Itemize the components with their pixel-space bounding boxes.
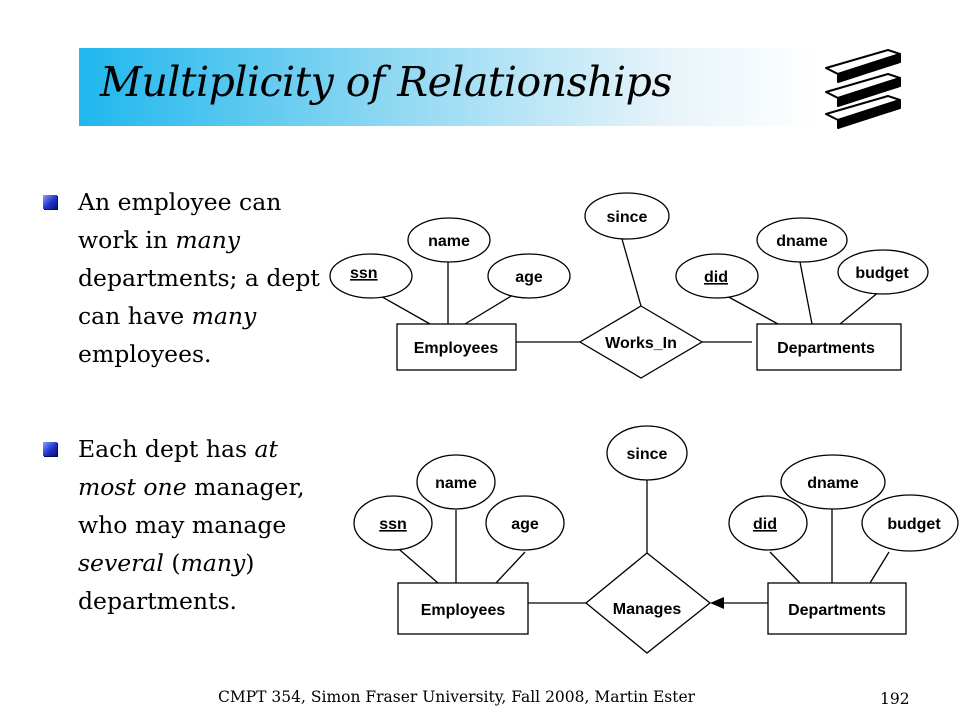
d1-departments-label: Departments xyxy=(777,340,875,357)
slide-title: Multiplicity of Relationships xyxy=(100,58,672,106)
d2-dname-label: dname xyxy=(807,475,859,492)
bullet-text-run: departments; a dept can have xyxy=(78,264,320,330)
d1-name-label: name xyxy=(428,233,470,250)
d1-since-label: since xyxy=(606,209,648,226)
bullet-text-run: many xyxy=(175,226,241,254)
d2-ssn-label: ssn xyxy=(379,516,407,533)
d1-employees-label: Employees xyxy=(413,340,499,357)
bullet-text-run: ( xyxy=(163,549,181,577)
key-constraint-arrow-icon xyxy=(710,597,724,609)
bullet-text-run: at most one xyxy=(78,435,278,501)
d2-did-label: did xyxy=(753,516,777,533)
d2-employees-label: Employees xyxy=(420,602,506,619)
d2-manages-label: Manages xyxy=(612,601,682,618)
d2-departments-label: Departments xyxy=(788,602,886,619)
bullet-text-run: employees. xyxy=(78,340,212,368)
d1-did-label: did xyxy=(704,269,728,286)
d1-age-label: age xyxy=(515,269,543,286)
bullet-text-run: many xyxy=(180,549,246,577)
d1-dname-label: dname xyxy=(776,233,828,250)
bullet-text-run: many xyxy=(191,302,257,330)
bullet-text-run: manager, who may manage xyxy=(78,473,305,539)
d2-name-label: name xyxy=(435,475,477,492)
d2-budget-label: budget xyxy=(887,516,941,533)
bullet-text-run: ) departments. xyxy=(78,549,255,615)
d2-since-label: since xyxy=(626,446,668,463)
slide-footer: CMPT 354, Simon Fraser University, Fall 2008, Martin Ester xyxy=(218,688,696,706)
d1-works-in-label: Works_In xyxy=(605,335,677,352)
bullet-text-run: Each dept has xyxy=(78,435,255,463)
d1-ssn-label: ssn xyxy=(350,265,378,282)
d2-age-label: age xyxy=(511,516,539,533)
bullet-text-run: An employee can work in xyxy=(78,188,282,254)
d1-budget-label: budget xyxy=(855,265,909,282)
page-number: 192 xyxy=(880,690,910,708)
bullet-text-run: several xyxy=(78,549,164,577)
